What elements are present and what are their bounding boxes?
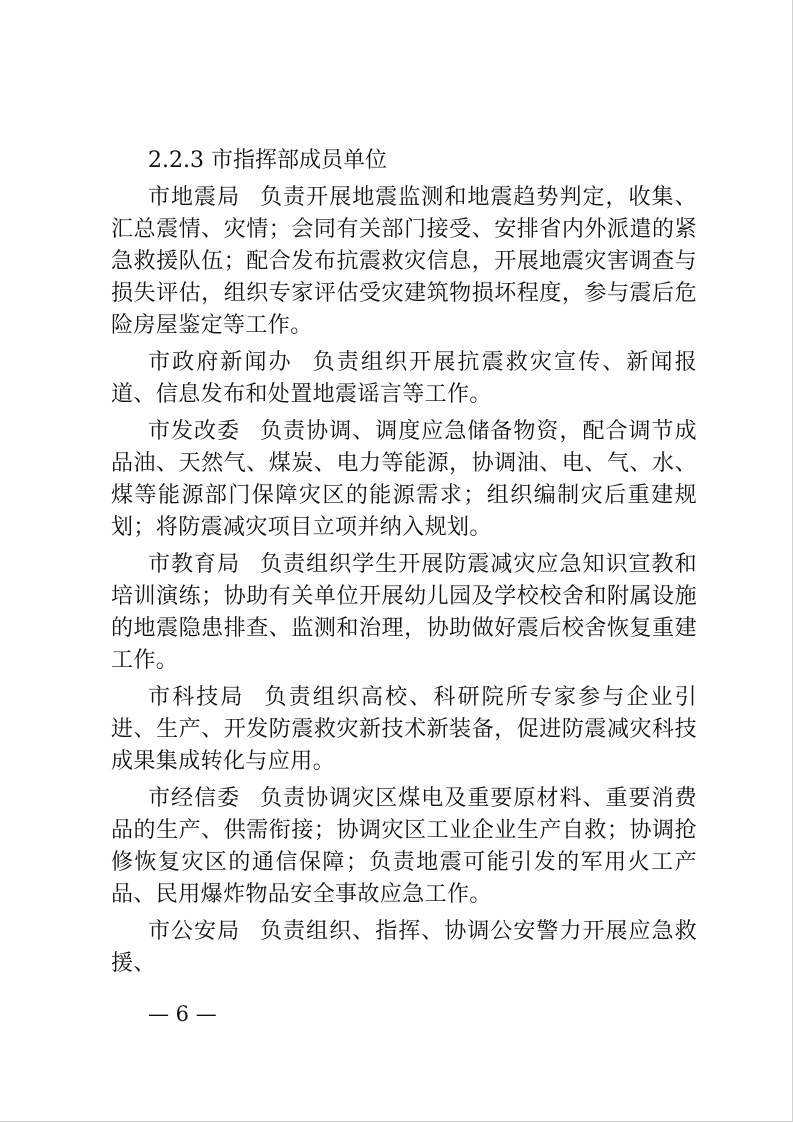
org-name: 市地震局 bbox=[148, 185, 241, 210]
paragraph-text: 负责组织开展抗震救灾宣传、新闻报道、信息发布和处置地震谣言等工作。 bbox=[111, 350, 697, 407]
org-name: 市科技局 bbox=[148, 685, 245, 710]
paragraph-public-security-bureau bbox=[111, 916, 697, 980]
org-name: 市教育局 bbox=[148, 552, 241, 577]
paragraph-text: 负责开展地震监测和地震趋势判定，收集、汇总震情、灾情；会同有关部门接受、安排省内外派遣的紧急救援队伍；配合发布抗震救灾信息，开展地震灾害调查与损失评估，组织专家评估受灾建筑物损坏程度，参与震后危险房屋鉴定等工作。 bbox=[111, 185, 697, 338]
paragraph-text: 负责协调灾区煤电及重要原材料、重要消费品的生产、供需衔接；协调灾区工业企业生产自救；协调抢修恢复灾区的通信保障；负责地震可能引发的军用火工产品、民用爆炸物品安全事故应急工作。 bbox=[111, 786, 697, 907]
paragraph-news-office bbox=[111, 347, 697, 411]
paragraph-text: 负责组织高校、科研院所专家参与企业引进、生产、开发防震救灾新技术新装备，促进防震减灾科技成果集成转化与应用。 bbox=[111, 685, 697, 774]
paragraph-science-technology-bureau bbox=[111, 682, 697, 778]
paragraph-development-reform-commission bbox=[111, 416, 697, 544]
paragraph-earthquake-bureau bbox=[111, 182, 697, 342]
paragraph-text: 负责组织、指挥、协调公安警力开展应急救援、 bbox=[111, 919, 697, 976]
paragraph-economy-information-commission bbox=[111, 783, 697, 911]
paragraph-education-bureau bbox=[111, 549, 697, 677]
paragraph-text: 负责组织学生开展防震减灾应急知识宣教和培训演练；协助有关单位开展幼儿园及学校校舍和附属设施的地震隐患排查、监测和治理，协助做好震后校舍恢复重建工作。 bbox=[111, 552, 697, 673]
org-name: 市经信委 bbox=[148, 786, 241, 811]
org-name: 市公安局 bbox=[148, 919, 241, 944]
org-name: 市政府新闻办 bbox=[148, 350, 293, 375]
paragraph-text: 负责协调、调度应急储备物资，配合调节成品油、天然气、煤炭、电力等能源，协调油、电、气、水、煤等能源部门保障灾区的能源需求；组织编制灾后重建规划；将防震减灾项目立项并纳入规划。 bbox=[111, 419, 697, 540]
org-name: 市发改委 bbox=[148, 419, 241, 444]
document-body bbox=[111, 145, 697, 985]
section-heading: 2.2.3 市指挥部成员单位 bbox=[148, 148, 387, 173]
page-number: — 6 — bbox=[148, 1002, 217, 1026]
